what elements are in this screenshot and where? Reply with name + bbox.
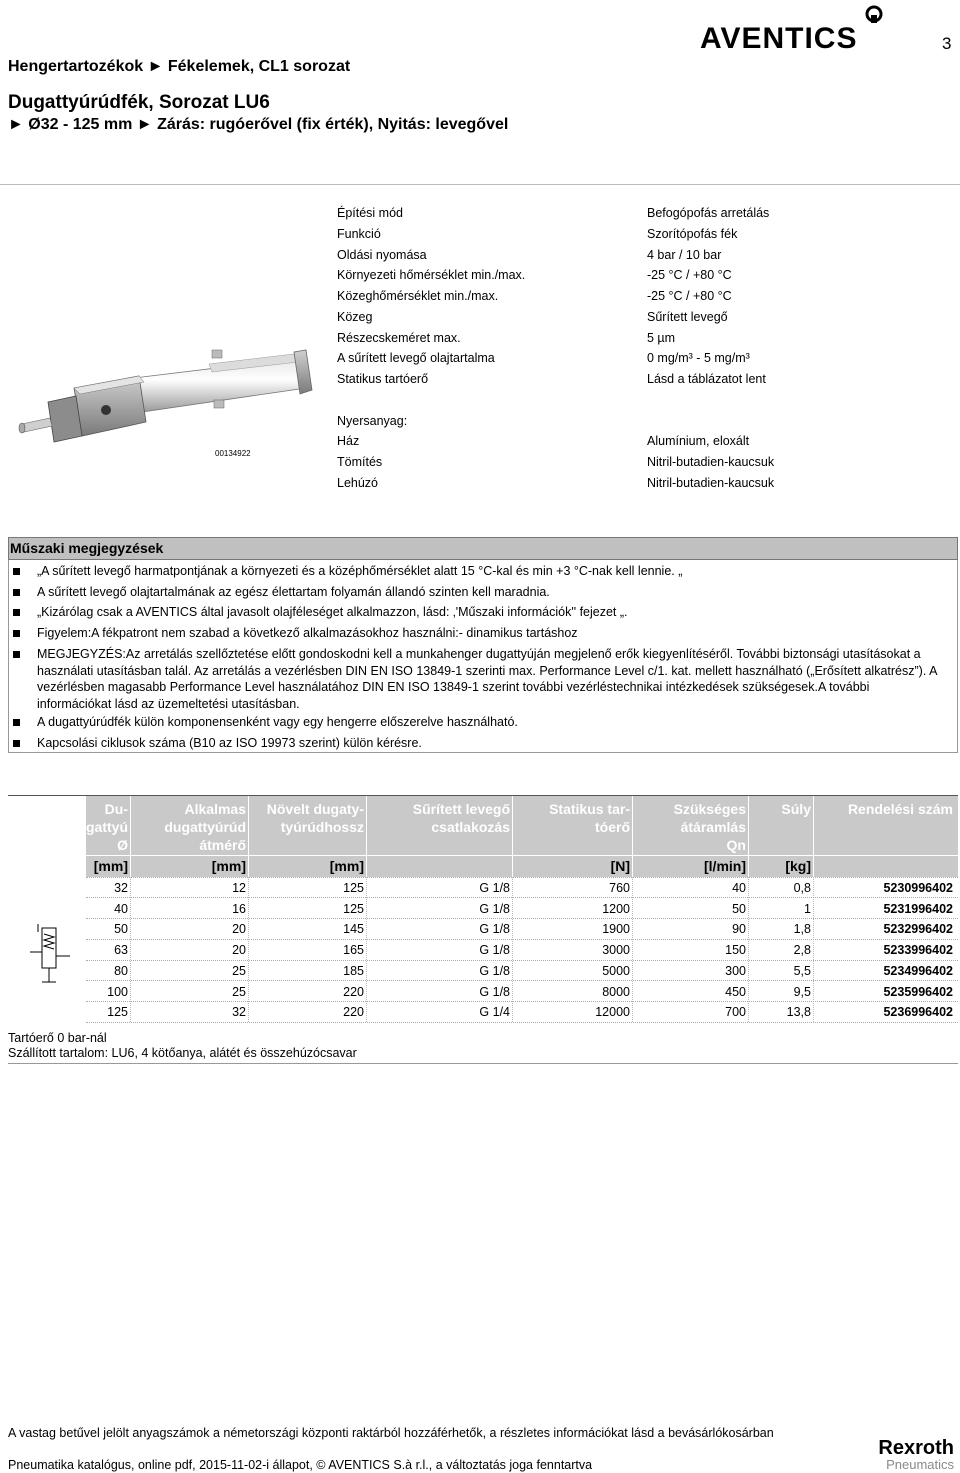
column-header-weight: Súly bbox=[781, 801, 811, 817]
table-cell: 125 bbox=[343, 881, 364, 895]
table-cell: 1900 bbox=[602, 922, 630, 936]
table-cell: 20 bbox=[232, 922, 246, 936]
column-header-order-number: Rendelési szám bbox=[847, 801, 953, 817]
row-divider bbox=[86, 1001, 958, 1002]
order-number: 5235996402 bbox=[883, 985, 953, 999]
table-cell: 700 bbox=[725, 1005, 746, 1019]
spec-value: 0 mg/m³ - 5 mg/m³ bbox=[647, 351, 750, 365]
note-item: „A sűrített levegő harmatpontjának a környezeti és a középhőmérséklet alatt 15 °C-kal és min +3 °C-nak kell lennie. „ bbox=[37, 564, 683, 578]
column-header-connection: Sűrített levegő csatlakozás bbox=[412, 801, 510, 835]
table-cell: 2,8 bbox=[793, 943, 811, 957]
rexroth-logo: Rexroth Pneumatics bbox=[878, 1437, 954, 1472]
table-cell: 3000 bbox=[602, 943, 630, 957]
table-cell: 150 bbox=[725, 943, 746, 957]
column-header-flow: Szükséges átáramlás Qn bbox=[673, 801, 746, 853]
spec-value: Sűrített levegő bbox=[647, 310, 728, 324]
footer-note: A vastag betűvel jelölt anyagszámok a németországi központi raktárból hozzáférhetők, a részletes információkat lásd a bevásárlókosárban bbox=[8, 1426, 774, 1440]
table-cell: 16 bbox=[232, 902, 246, 916]
spec-label: Oldási nyomása bbox=[337, 248, 427, 262]
image-code: 00134922 bbox=[215, 449, 251, 458]
table-cell: 300 bbox=[725, 964, 746, 978]
aventics-logo bbox=[700, 4, 890, 52]
material-label: Tömítés bbox=[337, 455, 383, 469]
page-title: Dugattyúrúdfék, Sorozat LU6 bbox=[8, 92, 270, 113]
column-separator bbox=[366, 796, 367, 877]
page-number: 3 bbox=[942, 34, 952, 53]
table-cell: 125 bbox=[343, 902, 364, 916]
table-cell: 5000 bbox=[602, 964, 630, 978]
note-item: Kapcsolási ciklusok száma (B10 az ISO 19973 szerint) külön kérésre. bbox=[37, 736, 422, 750]
order-number: 5233996402 bbox=[883, 943, 953, 957]
table-cell: 9,5 bbox=[793, 985, 811, 999]
table-cell: 32 bbox=[232, 1005, 246, 1019]
table-cell: G 1/8 bbox=[479, 943, 510, 957]
notes-heading: Műszaki megjegyzések bbox=[10, 540, 164, 556]
table-cell: 40 bbox=[114, 902, 128, 916]
table-cell: 90 bbox=[732, 922, 746, 936]
column-separator bbox=[512, 796, 513, 877]
unit-label: [l/min] bbox=[704, 858, 746, 874]
table-cell: 5,5 bbox=[793, 964, 811, 978]
spec-label: Funkció bbox=[337, 227, 381, 241]
table-cell: 32 bbox=[114, 881, 128, 895]
table-cell: 25 bbox=[232, 985, 246, 999]
column-separator bbox=[632, 796, 633, 877]
spec-value: Szorítópofás fék bbox=[647, 227, 738, 241]
spec-value: Befogópofás arretálás bbox=[647, 206, 770, 220]
material-label: Ház bbox=[337, 434, 360, 448]
bullet-icon bbox=[13, 589, 20, 596]
table-header-divider bbox=[86, 855, 958, 856]
header-divider bbox=[0, 184, 960, 185]
bullet-icon bbox=[13, 740, 20, 747]
note-item: Figyelem:A fékpatront nem szabad a következő alkalmazásokhoz használni:- dinamikus tartáshoz bbox=[37, 626, 578, 640]
table-cell: 220 bbox=[343, 1005, 364, 1019]
table-cell: G 1/8 bbox=[479, 902, 510, 916]
spec-value: 5 µm bbox=[647, 331, 676, 345]
row-divider bbox=[86, 918, 958, 919]
order-number: 5236996402 bbox=[883, 1005, 953, 1019]
column-header-force: Statikus tar- tóerő bbox=[549, 801, 630, 835]
unit-label: [mm] bbox=[93, 858, 128, 874]
table-cell: 185 bbox=[343, 964, 364, 978]
order-number: 5230996402 bbox=[883, 881, 953, 895]
table-cell: 50 bbox=[114, 922, 128, 936]
spec-value: -25 °C / +80 °C bbox=[647, 268, 732, 282]
svg-text:AVENTICS: AVENTICS bbox=[700, 22, 858, 52]
table-cell: 50 bbox=[732, 902, 746, 916]
row-divider bbox=[86, 897, 958, 898]
table-cell: 1,8 bbox=[793, 922, 811, 936]
unit-label: [N] bbox=[610, 858, 630, 874]
table-cell: 8000 bbox=[602, 985, 630, 999]
unit-label: [mm] bbox=[211, 858, 246, 874]
table-cell: 63 bbox=[114, 943, 128, 957]
spec-label: Közeghőmérséklet min./max. bbox=[337, 289, 499, 303]
table-cell: 13,8 bbox=[786, 1005, 811, 1019]
table-cell: 1200 bbox=[602, 902, 630, 916]
table-cell: G 1/8 bbox=[479, 922, 510, 936]
spec-label: Statikus tartóerő bbox=[337, 372, 429, 386]
spec-label: Építési mód bbox=[337, 206, 404, 220]
spec-value: Lásd a táblázatot lent bbox=[647, 372, 766, 386]
page-subtitle: ► Ø32 - 125 mm ► Zárás: rugóerővel (fix érték), Nyitás: levegővel bbox=[8, 116, 509, 133]
table-cell: 220 bbox=[343, 985, 364, 999]
table-cell: 12 bbox=[232, 881, 246, 895]
column-separator bbox=[130, 796, 131, 877]
table-cell: 165 bbox=[343, 943, 364, 957]
order-number: 5231996402 bbox=[883, 902, 953, 916]
spec-label: Közeg bbox=[337, 310, 373, 324]
column-separator bbox=[748, 796, 749, 877]
table-cell: 12000 bbox=[595, 1005, 630, 1019]
column-header-rod: Alkalmas dugattyúrúd átmérő bbox=[164, 801, 246, 853]
material-label: Lehúzó bbox=[337, 476, 379, 490]
table-cell: G 1/4 bbox=[479, 1005, 510, 1019]
breadcrumb: Hengertartozékok ► Fékelemek, CL1 sorozat bbox=[8, 58, 351, 75]
row-divider bbox=[86, 877, 958, 878]
spec-label: A sűrített levegő olajtartalma bbox=[337, 351, 495, 365]
spec-label: Környezeti hőmérséklet min./max. bbox=[337, 268, 526, 282]
spec-value: 4 bar / 10 bar bbox=[647, 248, 722, 262]
pneumatic-brake-symbol bbox=[28, 912, 72, 992]
material-value: Nitril-butadien-kaucsuk bbox=[647, 476, 775, 490]
material-value: Alumínium, eloxált bbox=[647, 434, 750, 448]
row-divider bbox=[86, 980, 958, 981]
row-divider bbox=[86, 960, 958, 961]
note-item: MEGJEGYZÉS:Az arretálás szellőztetése előtt gondoskodni kell a munkahenger dugattyúján megjelenő erők kiegyenlítéséről. További biztonsági utasításokat a használati utasításban talál. Az arretálás a vezérlésben DIN EN ISO 13849-1 szerinti max. Performance Level c/1. kat. mellett használható („Erősített alkatrész”). A vezérlésben magasabb Performance Level használatához DIN EN ISO 13849-1 szerint további vezérléstechnikai intézkedések szükségesek.A további információkat lásd az üzemeltetési utasításban. bbox=[37, 647, 937, 711]
column-header-length: Növelt dugaty- tyúrúdhossz bbox=[266, 801, 364, 835]
column-separator bbox=[248, 796, 249, 877]
table-cell: G 1/8 bbox=[479, 985, 510, 999]
table-cell: 1 bbox=[804, 902, 811, 916]
order-number: 5234996402 bbox=[883, 964, 953, 978]
bullet-icon bbox=[13, 609, 20, 616]
order-number: 5232996402 bbox=[883, 922, 953, 936]
unit-label: [kg] bbox=[785, 858, 811, 874]
table-cell: 100 bbox=[107, 985, 128, 999]
row-divider bbox=[86, 1022, 958, 1023]
table-cell: 145 bbox=[343, 922, 364, 936]
table-cell: G 1/8 bbox=[479, 964, 510, 978]
spec-value: -25 °C / +80 °C bbox=[647, 289, 732, 303]
table-cell: 25 bbox=[232, 964, 246, 978]
footer-copyright: Pneumatika katalógus, online pdf, 2015-11-02-i állapot, © AVENTICS S.à r.l., a változtatás joga fenntartva bbox=[8, 1458, 593, 1472]
note-item: „Kizárólag csak a AVENTICS által javasolt olajféleséget alkalmazzon, lásd: ‚'Műszaki információk'' fejezet „. bbox=[37, 605, 628, 619]
bullet-icon bbox=[13, 651, 20, 658]
note-item: A dugattyúrúdfék külön komponensenként vagy egy hengerre előszerelve használható. bbox=[37, 715, 518, 729]
note-item: A sűrített levegő olajtartalmának az egész élettartam folyamán állandó szinten kell maradnia. bbox=[37, 585, 550, 599]
table-footnote: Szállított tartalom: LU6, 4 kötőanya, alátét és összehúzócsavar bbox=[8, 1046, 357, 1060]
material-value: Nitril-butadien-kaucsuk bbox=[647, 455, 775, 469]
column-header-piston: Du- gattyú Ø bbox=[86, 801, 128, 853]
table-cell: 450 bbox=[725, 985, 746, 999]
table-cell: 125 bbox=[107, 1005, 128, 1019]
materials-heading: Nyersanyag: bbox=[337, 414, 408, 428]
table-cell: 760 bbox=[609, 881, 630, 895]
table-cell: G 1/8 bbox=[479, 881, 510, 895]
table-cell: 40 bbox=[732, 881, 746, 895]
row-divider bbox=[86, 939, 958, 940]
table-cell: 20 bbox=[232, 943, 246, 957]
table-bottom-rule bbox=[8, 1063, 958, 1064]
bullet-icon bbox=[13, 719, 20, 726]
bullet-icon bbox=[13, 568, 20, 575]
unit-label: [mm] bbox=[329, 858, 364, 874]
table-cell: 0,8 bbox=[793, 881, 811, 895]
bullet-icon bbox=[13, 630, 20, 637]
column-separator bbox=[813, 796, 814, 877]
table-footnote: Tartóerő 0 bar-nál bbox=[8, 1031, 107, 1045]
product-image bbox=[14, 340, 314, 455]
table-cell: 80 bbox=[114, 964, 128, 978]
spec-label: Részecskeméret max. bbox=[337, 331, 461, 345]
